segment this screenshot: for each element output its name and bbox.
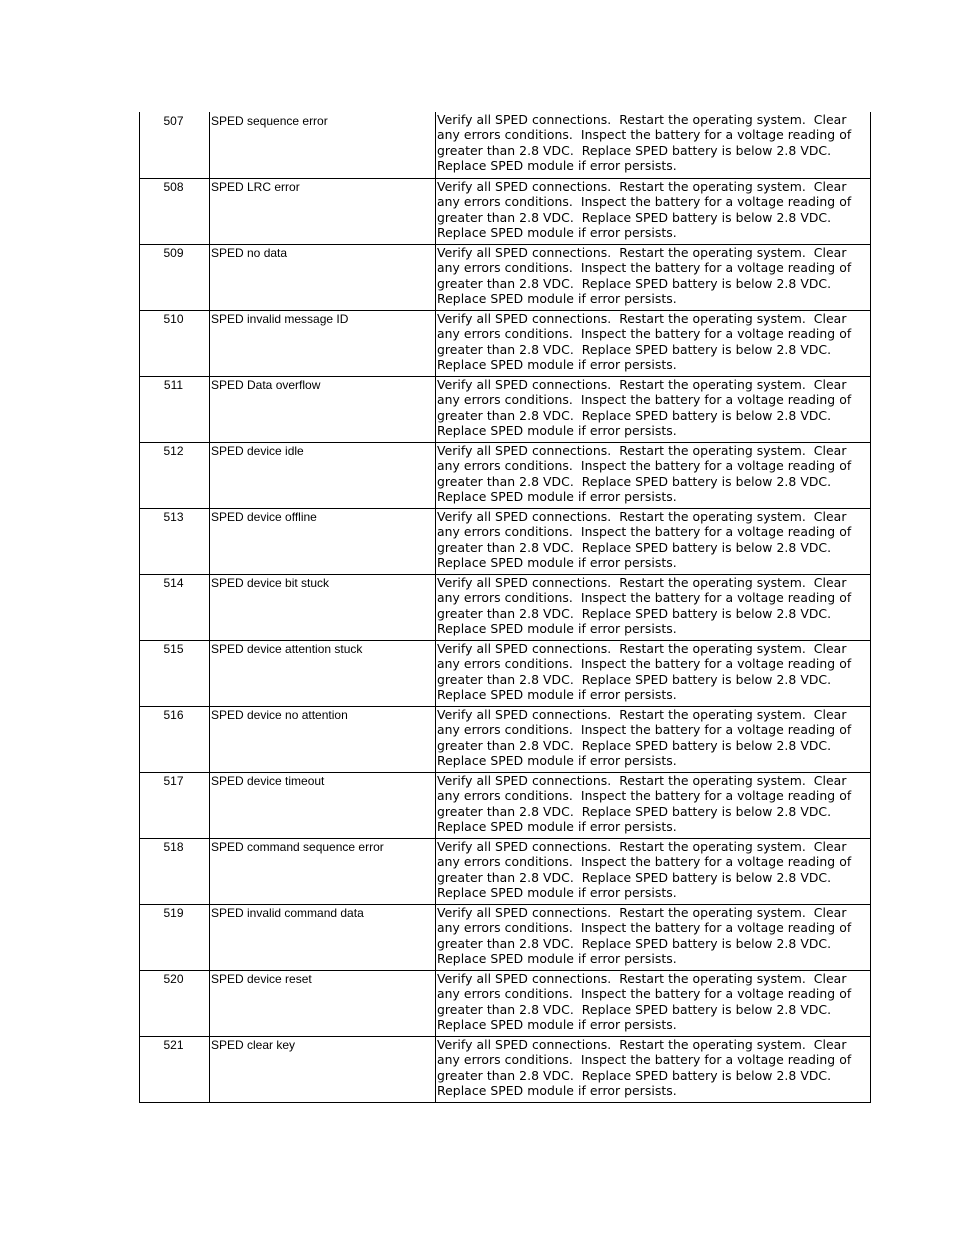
corrective-action: Verify all SPED connections. Restart the operating system. Clear any errors conditions. Inspect the battery for a voltage reading of greater than 2.8 VDC. Replace SPED battery is below 2.8 VDC. Replace SPED module if error persists. — [437, 773, 856, 834]
error-description-cell — [210, 971, 436, 1037]
error-description: SPED LRC error — [211, 180, 300, 194]
error-description: SPED device timeout — [211, 774, 325, 788]
error-description-cell — [210, 245, 436, 311]
error-description: SPED sequence error — [211, 114, 328, 128]
error-code: 514 — [163, 576, 184, 590]
error-code-cell — [140, 377, 210, 443]
table-row — [140, 641, 871, 707]
corrective-action-cell — [436, 509, 871, 575]
error-code-cell — [140, 905, 210, 971]
table-row — [140, 179, 871, 245]
table-row — [140, 377, 871, 443]
error-code: 518 — [163, 840, 184, 854]
error-description: SPED invalid message ID — [211, 312, 349, 326]
corrective-action: Verify all SPED connections. Restart the operating system. Clear any errors conditions. Inspect the battery for a voltage reading of greater than 2.8 VDC. Replace SPED battery is below 2.8 VDC. Replace SPED module if error persists. — [437, 179, 856, 240]
error-code-cell — [140, 179, 210, 245]
corrective-action: Verify all SPED connections. Restart the operating system. Clear any errors conditions. Inspect the battery for a voltage reading of greater than 2.8 VDC. Replace SPED battery is below 2.8 VDC. Replace SPED module if error persists. — [437, 839, 856, 900]
error-description-cell — [210, 839, 436, 905]
error-description-cell — [210, 377, 436, 443]
error-description: SPED device no attention — [211, 708, 348, 722]
error-description-cell — [210, 905, 436, 971]
error-description: SPED device offline — [211, 510, 317, 524]
error-description: SPED device attention stuck — [211, 642, 363, 656]
error-code: 511 — [163, 378, 184, 392]
corrective-action-cell — [436, 773, 871, 839]
corrective-action-cell — [436, 641, 871, 707]
error-code: 512 — [163, 444, 184, 458]
error-code-cell — [140, 839, 210, 905]
corrective-action: Verify all SPED connections. Restart the operating system. Clear any errors conditions. Inspect the battery for a voltage reading of greater than 2.8 VDC. Replace SPED battery is below 2.8 VDC. Replace SPED module if error persists. — [437, 377, 856, 438]
error-description-cell — [210, 179, 436, 245]
corrective-action-cell — [436, 905, 871, 971]
corrective-action-cell — [436, 245, 871, 311]
error-description-cell — [210, 443, 436, 509]
corrective-action: Verify all SPED connections. Restart the operating system. Clear any errors conditions. Inspect the battery for a voltage reading of greater than 2.8 VDC. Replace SPED battery is below 2.8 VDC. Replace SPED module if error persists. — [437, 311, 856, 372]
error-code: 520 — [163, 972, 184, 986]
error-description-cell — [210, 1037, 436, 1103]
corrective-action-cell — [436, 707, 871, 773]
error-description: SPED clear key — [211, 1038, 296, 1052]
corrective-action-cell — [436, 112, 871, 179]
corrective-action: Verify all SPED connections. Restart the operating system. Clear any errors conditions. Inspect the battery for a voltage reading of greater than 2.8 VDC. Replace SPED battery is below 2.8 VDC. Replace SPED module if error persists. — [437, 509, 856, 570]
error-code-rows — [140, 112, 871, 1103]
corrective-action: Verify all SPED connections. Restart the operating system. Clear any errors conditions. Inspect the battery for a voltage reading of greater than 2.8 VDC. Replace SPED battery is below 2.8 VDC. Replace SPED module if error persists. — [437, 575, 856, 636]
corrective-action-cell — [436, 839, 871, 905]
corrective-action-cell — [436, 311, 871, 377]
table-row — [140, 509, 871, 575]
error-description-cell — [210, 509, 436, 575]
corrective-action: Verify all SPED connections. Restart the operating system. Clear any errors conditions. Inspect the battery for a voltage reading of greater than 2.8 VDC. Replace SPED battery is below 2.8 VDC. Replace SPED module if error persists. — [437, 707, 856, 768]
table-row — [140, 773, 871, 839]
error-code-cell — [140, 575, 210, 641]
error-code: 510 — [163, 312, 184, 326]
error-description: SPED no data — [211, 246, 288, 260]
corrective-action-cell — [436, 1037, 871, 1103]
corrective-action: Verify all SPED connections. Restart the operating system. Clear any errors conditions. Inspect the battery for a voltage reading of greater than 2.8 VDC. Replace SPED battery is below 2.8 VDC. Replace SPED module if error persists. — [437, 1037, 856, 1098]
table-row — [140, 707, 871, 773]
error-code: 507 — [163, 114, 184, 128]
table-row — [140, 245, 871, 311]
error-description: SPED Data overflow — [211, 378, 321, 392]
table-row — [140, 311, 871, 377]
error-code-cell — [140, 311, 210, 377]
error-description: SPED device idle — [211, 444, 304, 458]
error-code: 521 — [163, 1038, 184, 1052]
error-code: 516 — [163, 708, 184, 722]
error-code-cell — [140, 1037, 210, 1103]
table-row — [140, 839, 871, 905]
corrective-action: Verify all SPED connections. Restart the operating system. Clear any errors conditions. Inspect the battery for a voltage reading of greater than 2.8 VDC. Replace SPED battery is below 2.8 VDC. Replace SPED module if error persists. — [437, 245, 856, 306]
error-code-cell — [140, 641, 210, 707]
table-row — [140, 443, 871, 509]
error-code: 513 — [163, 510, 184, 524]
table-row — [140, 112, 871, 179]
table-row — [140, 971, 871, 1037]
error-description: SPED device bit stuck — [211, 576, 330, 590]
table-row — [140, 905, 871, 971]
table-row — [140, 575, 871, 641]
error-code-cell — [140, 112, 210, 179]
error-description-cell — [210, 641, 436, 707]
error-code-cell — [140, 245, 210, 311]
corrective-action-cell — [436, 971, 871, 1037]
corrective-action: Verify all SPED connections. Restart the operating system. Clear any errors conditions. Inspect the battery for a voltage reading of greater than 2.8 VDC. Replace SPED battery is below 2.8 VDC. Replace SPED module if error persists. — [437, 905, 856, 966]
corrective-action: Verify all SPED connections. Restart the operating system. Clear any errors conditions. Inspect the battery for a voltage reading of greater than 2.8 VDC. Replace SPED battery is below 2.8 VDC. Replace SPED module if error persists. — [437, 112, 856, 173]
error-code: 517 — [163, 774, 184, 788]
error-code-cell — [140, 707, 210, 773]
error-code-table — [139, 112, 871, 1103]
error-code-cell — [140, 971, 210, 1037]
corrective-action: Verify all SPED connections. Restart the operating system. Clear any errors conditions. Inspect the battery for a voltage reading of greater than 2.8 VDC. Replace SPED battery is below 2.8 VDC. Replace SPED module if error persists. — [437, 971, 856, 1032]
corrective-action-cell — [436, 377, 871, 443]
error-description-cell — [210, 311, 436, 377]
error-description-cell — [210, 773, 436, 839]
corrective-action-cell — [436, 443, 871, 509]
error-code-cell — [140, 443, 210, 509]
error-description: SPED device reset — [211, 972, 312, 986]
error-code: 509 — [163, 246, 184, 260]
error-code-cell — [140, 509, 210, 575]
error-description-cell — [210, 707, 436, 773]
error-code: 519 — [163, 906, 184, 920]
corrective-action: Verify all SPED connections. Restart the operating system. Clear any errors conditions. Inspect the battery for a voltage reading of greater than 2.8 VDC. Replace SPED battery is below 2.8 VDC. Replace SPED module if error persists. — [437, 443, 856, 504]
error-description-cell — [210, 112, 436, 179]
error-description-cell — [210, 575, 436, 641]
corrective-action-cell — [436, 179, 871, 245]
error-description: SPED invalid command data — [211, 906, 364, 920]
error-code: 508 — [163, 180, 184, 194]
error-code: 515 — [163, 642, 184, 656]
table-row — [140, 1037, 871, 1103]
error-description: SPED command sequence error — [211, 840, 384, 854]
corrective-action-cell — [436, 575, 871, 641]
corrective-action: Verify all SPED connections. Restart the operating system. Clear any errors conditions. Inspect the battery for a voltage reading of greater than 2.8 VDC. Replace SPED battery is below 2.8 VDC. Replace SPED module if error persists. — [437, 641, 856, 702]
error-code-cell — [140, 773, 210, 839]
